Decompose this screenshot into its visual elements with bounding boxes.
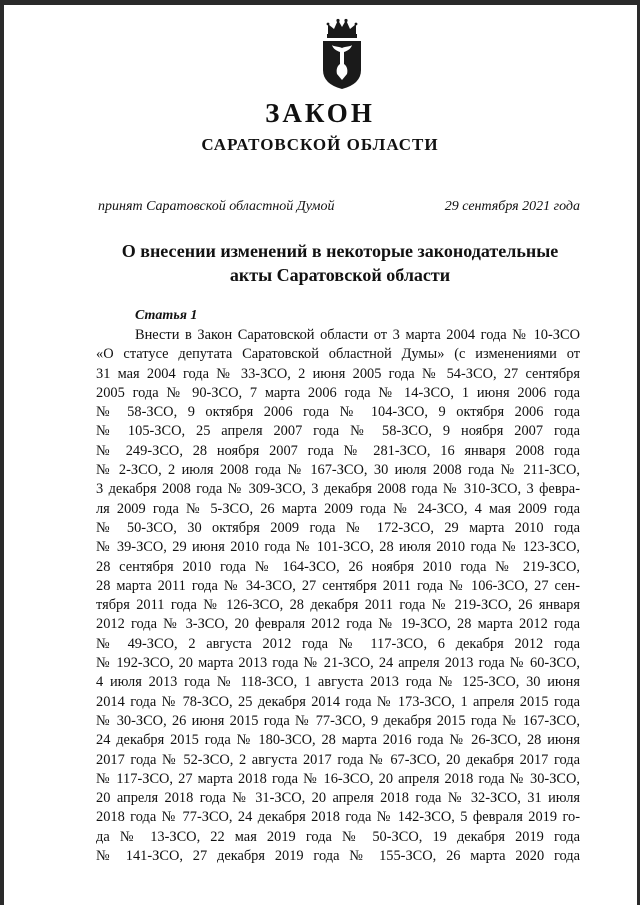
body-line: да № 13-ЗСО, 22 мая 2019 года № 50-ЗСО, 19 декабря 2019 года (96, 828, 580, 845)
article-body (96, 326, 580, 866)
adoption-line (98, 199, 580, 215)
body-line: № 58-ЗСО, 9 октября 2006 года № 104-ЗСО, 9 октября 2006 года (96, 404, 580, 421)
body-line: Внести в Закон Саратовской области от 3 марта 2004 года № 10-ЗСО (135, 327, 580, 343)
document-title-line: акты Саратовской области (229, 265, 451, 285)
adoption-date: 29 сентября 2021 года (444, 199, 580, 214)
law-title: ЗАКОН (265, 98, 375, 128)
body-line: 28 марта 2011 года № 34-ЗСО, 27 сентября 2011 года № 106-ЗСО, 27 сен- (96, 577, 580, 594)
body-line: № 192-ЗСО, 20 марта 2013 года № 21-ЗСО, 24 апреля 2013 года № 60-ЗСО, (96, 655, 580, 672)
body-line: № 105-ЗСО, 25 апреля 2007 года № 58-ЗСО, 9 ноября 2007 года (96, 423, 580, 440)
coat-of-arms-icon (317, 18, 367, 90)
region-title: САРАТОВСКОЙ ОБЛАСТИ (201, 135, 439, 154)
adopted-by: принят Саратовской областной Думой (98, 199, 335, 214)
body-line: № 39-ЗСО, 29 июня 2010 года № 101-ЗСО, 28 июля 2010 года № 123-ЗСО, (96, 539, 580, 556)
body-line: 2005 года № 90-ЗСО, 7 марта 2006 года № 14-ЗСО, 1 июня 2006 года (96, 384, 580, 401)
body-line: 3 декабря 2008 года № 309-ЗСО, 3 декабря 2008 года № 310-ЗСО, 3 февра- (96, 481, 580, 498)
article-heading: Статья 1 (135, 308, 198, 323)
body-line: 31 мая 2004 года № 33-ЗСО, 2 июня 2005 года № 54-ЗСО, 27 сентября (96, 365, 580, 382)
body-line: 20 апреля 2018 года № 31-ЗСО, 20 апреля 2018 года № 32-ЗСО, 31 июля (96, 790, 580, 807)
scan-border-top (0, 0, 640, 5)
body-line: «О статусе депутата Саратовской областной Думы» (с изменениями от (96, 346, 580, 363)
body-line: № 249-ЗСО, 28 ноября 2007 года № 281-ЗСО, 16 января 2008 года (96, 442, 580, 459)
body-line: № 49-ЗСО, 2 августа 2012 года № 117-ЗСО, 6 декабря 2012 года (96, 635, 580, 652)
body-line: 2017 года № 52-ЗСО, 2 августа 2017 года № 67-ЗСО, 20 декабря 2017 года (96, 751, 580, 768)
body-line: 28 сентября 2010 года № 164-ЗСО, 26 ноября 2010 года № 219-ЗСО, (96, 558, 580, 575)
body-line: 4 июля 2013 года № 118-ЗСО, 1 августа 2013 года № 125-ЗСО, 30 июня (96, 674, 580, 691)
body-line: 24 декабря 2015 года № 180-ЗСО, 28 марта 2016 года № 26-ЗСО, 28 июня (96, 732, 580, 749)
body-line: тября 2011 года № 126-ЗСО, 28 декабря 2011 года № 219-ЗСО, 26 января (96, 597, 580, 614)
body-line: № 50-ЗСО, 30 октября 2009 года № 172-ЗСО, 29 марта 2010 года (96, 519, 580, 536)
document-title-line: О внесении изменений в некоторые законодательные (121, 241, 559, 261)
document-title (90, 239, 590, 287)
body-line: 2018 года № 77-ЗСО, 24 декабря 2018 года № 142-ЗСО, 5 февраля 2019 го- (96, 809, 580, 826)
body-line: № 117-ЗСО, 27 марта 2018 года № 16-ЗСО, 20 апреля 2018 года № 30-ЗСО, (96, 770, 580, 787)
body-line: ля 2009 года № 5-ЗСО, 26 марта 2009 года № 24-ЗСО, 4 мая 2009 года (96, 500, 580, 517)
body-line: № 141-ЗСО, 27 декабря 2019 года № 155-ЗСО, 26 марта 2020 года (96, 848, 580, 865)
body-line: № 2-ЗСО, 2 июля 2008 года № 167-ЗСО, 30 июля 2008 года № 211-ЗСО, (96, 462, 580, 479)
body-line: 2014 года № 78-ЗСО, 25 декабря 2014 года № 173-ЗСО, 1 апреля 2015 года (96, 693, 580, 710)
body-line: 2012 года № 3-ЗСО, 20 февраля 2012 года № 19-ЗСО, 28 марта 2012 года (96, 616, 580, 633)
body-line: № 30-ЗСО, 26 июня 2015 года № 77-ЗСО, 9 декабря 2015 года № 167-ЗСО, (96, 712, 580, 729)
